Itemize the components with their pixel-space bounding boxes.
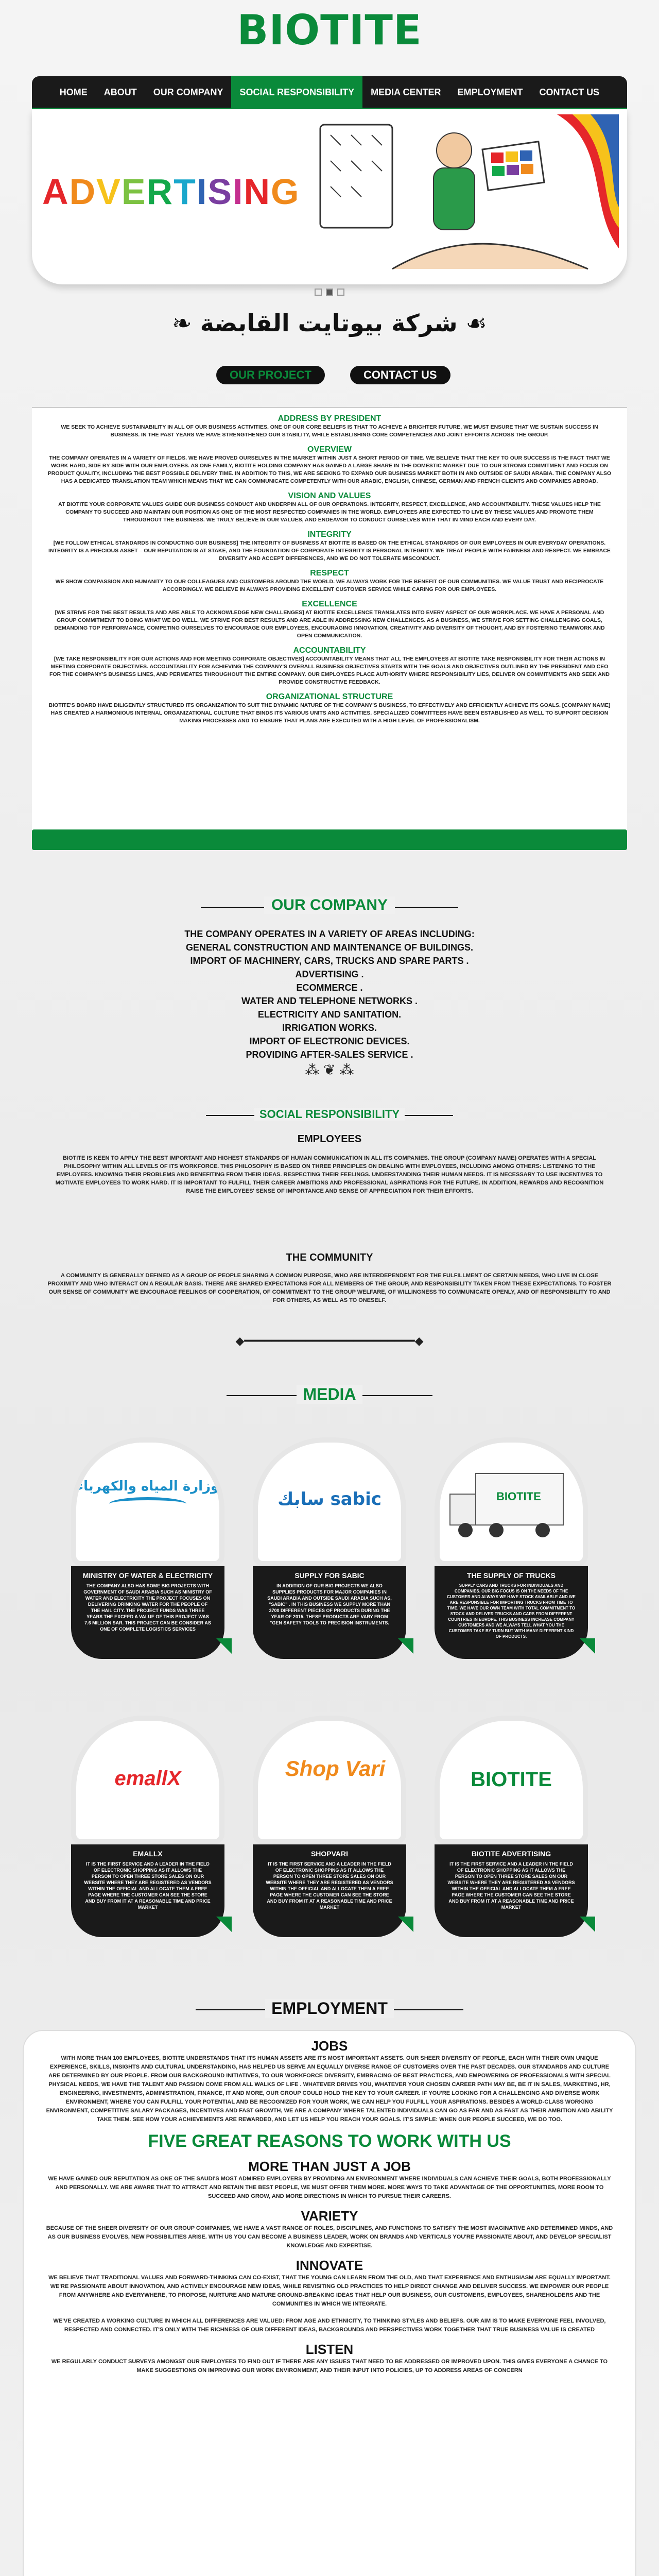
main-nav	[32, 76, 627, 109]
corner-arrow-icon	[580, 1638, 595, 1654]
card-body	[435, 1566, 588, 1659]
slider-dots	[0, 289, 659, 298]
about-text: THE COMPANY OPERATES IN A VARIETY OF FIELDS. WE HAVE PROVED OURSELVES IN THE MARKET WITHIN JUST A SHORT PERIOD OF TIME. WE BELIEVE THAT THE KEY TO OUR SUCCESS IS THE FACT THAT WE WORK HARD, SIDE BY SIDE WITH OUR EMPLOYEES. AS ONE FAMILY, BIOTITE HOLDING COMPANY HAS GAINED A LARGE SHARE IN THE DOMESTIC MARKET DUE TO OUR STRONG COMMITMENT AND FOCUS ON PRODUCT QUALITY, INCLUDING THE BEST POSSIBLE DELIVERY TIME. IN ADDITION TO THIS, WE ARE SEEKING TO EXPAND OUR BUSINESS MARKET BOTH IN AND OUTSIDE OF SAUDI ARABIA. THE COMPANY ALSO HAS A DEDICATED TRANSLATION TEAM WHICH MEANS THAT WE CAN COMMUNICATE COMPETENTLY WITH OUR ARABIC, ENGLISH, CHINESE, GERMAN AND FRENCH CLIENTS AND COMPANIES ABROAD.	[47, 455, 612, 484]
media-card[interactable]	[248, 1716, 411, 1942]
about-text: [WE STRIVE FOR THE BEST RESULTS AND ARE ABLE TO ACKNOWLEDGE NEW CHALLENGES] AT BIOTITE EXCELLENCE TRANSLATES INTO EVERY ASPECT OF OUR WORKPLACE. WE HAVE A PERSONAL AND GROUP COMMITMENT TO DOING WHAT WE DO WELL. WE STRIVE FOR BEST RESULTS AND ARE ABLE IN ADDRESSING NEW CHALLENGES. AS A BUSINESS, WE STRIVE FOR SETTING CHALLENGING GOALS, DEMANDING TOP PERFORMANCE, COMPETING OURSELVES TO ENCOURAGE OUR EMPLOYEES, ENCOURAGING INNOVATION, CREATIVITY AND DIVERSITY OF THOUGHT, AND BY FOSTERING TEAMWORK AND OPEN COMMUNICATION.	[54, 609, 605, 639]
card-text: IT IS THE FIRST SERVICE AND A LEADER IN THE FIELD OF ELECTRONIC SHOPPING AS IT ALLOWS THE PERSON TO OPEN THREE STORE SALES ON OUR WEBSITE WHERE THEY ARE REGISTERED AS VENDORS WITHIN THE OFFICIAL AND ALLOCATE THEM A FREE PAGE WHERE THE CUSTOMER CAN SEE THE STORE AND BUY FROM IT AT A REASONABLE TIME AND PRICE MARKET	[266, 1861, 393, 1910]
reason-text: WE REGULARLY CONDUCT SURVEYS AMONGST OUR EMPLOYEES TO FIND OUT IF THERE ARE ANY ISSUES THAT NEED TO BE ADDRESSED OR IMPROVED UPON. THIS GIVES EVERYONE A CHANCE TO MAKE SUGGESTIONS ON IMPROVING OUR WORK ENVIRONMENT, AND THEIR INPUT INTO POLICIES, UP TO ADDRESS AREAS OF CONCERN	[51, 2359, 608, 2374]
reason-heading: LISTEN	[305, 2342, 354, 2357]
green-brush-divider	[32, 829, 627, 850]
reason-text: WE BELIEVE THAT TRADITIONAL VALUES AND FORWARD-THINKING CAN CO-EXIST, THAT THE YOUNG CAN LEARN FROM THE OLD, AND THAT EXPERIENCE AND ENTHUSIASM ARE EQUALLY IMPORTANT. WE'RE PASSIONATE ABOUT INNOVATION, AND ACTIVELY ENCOURAGE NEW IDEAS, WHILE REVISITING OLD PRACTICES TO HELP DIRECT CHANGE AND DELIVER SUCCESS. WE EMPOWER OUR PEOPLE FROM ANYWHERE AND EVERYWHERE, TO PROPOSE, NURTURE AND MATURE GROUND-BREAKING IDEAS THAT HELP OUR BUSINESS, OUR CUSTOMERS, EMPLOYEES, SHAREHOLDERS AND THE COMMUNITIES IN WHICH WE INTEGRATE.	[48, 2275, 611, 2307]
about-text: [WE TAKE RESPONSIBILITY FOR OUR ACTIONS AND FOR MEETING CORPORATE OBJECTIVES] ACCOUNTABILITY MEANS THAT ALL THE EMPLOYEES AT BIOTITE TAKE RESPONSIBILITY FOR THEIR ACTIONS IN MEETING CORPORATE OBJECTIVES. ACCOUNTABILITY FOR ACHIEVING THE COMPANY'S OVERALL BUSINESS OBJECTIVES STARTS WITH THE GOALS AND OBJECTIVES OUTLINED BY THE PRESIDENT AND CEO FOR THE COMPANY'S BUSINESS LINES, AND PERMEATES THROUGHOUT THE ENTIRE COMPANY. OUR EMPLOYEES PLACE AUTHORITY WHERE RESPONSIBILITY LIES, DELIVER ON COMMITMENTS AND SEEK AND PROVIDE CONSTRUCTIVE FEEDBACK.	[49, 656, 610, 685]
corner-arrow-icon	[398, 1638, 413, 1654]
about-text: BIOTITE'S BOARD HAVE DILIGENTLY STRUCTURED ITS ORGANIZATION TO SUIT THE DYNAMIC NATURE OF THE COMPANY'S BUSINESS, TO EFFECTIVELY AND EFFICIENTLY ACHIEVE ITS GOALS. [COMPANY NAME] HAS CREATED A HARMONIOUS INTERNAL ORGANIZATIONAL CULTURE THAT BINDS ITS VARIOUS UNITS AND ACTIVITIES. SPECIALIZED COMMITTEES HAVE BEEN ESTABLISHED AS WELL TO SUPPORT DECISION MAKING PROCESSES AND TO ENSURE THAT PLANS ARE EXECUTED WITH A HIGH LEVEL OF PROFESSIONALISM.	[48, 702, 611, 724]
media-card[interactable]	[66, 1437, 230, 1664]
emallx-logo: emallX	[114, 1767, 181, 1790]
corner-arrow-icon	[216, 1638, 232, 1654]
corner-arrow-icon	[216, 1917, 232, 1932]
community-heading: THE COMMUNITY	[286, 1252, 373, 1263]
ornament-flourish: ◆━━━━━━━━━━━━━━━━━━━━━━━━━◆	[235, 1334, 424, 1347]
reason-heading: VARIETY	[301, 2208, 358, 2224]
hero-banner	[32, 109, 627, 284]
slider-dot-1[interactable]	[315, 289, 322, 296]
card-text: THE COMPANY ALSO HAS SOME BIG PROJECTS WITH GOVERNMENT OF SAUDI ARABIA SUCH AS MINISTRY OF WATER AND ELECTRICITY THE PROJECT FOCUSES ON DELIVERING DRINKING WATER FOR THE PEOPLE OF THE HAIL CITY. THE PROJECT FUNDS WAS THREE YEARS THE EXCEED A VALUE OF THIS PROJECT WAS 7.6 MILLION SAR. THIS PROJECT CAN BE CONSIDER AS ONE OF COMPLETE LOGISTICS SERVICES	[83, 1583, 212, 1632]
card-body	[435, 1844, 588, 1937]
about-heading: INTEGRITY	[307, 530, 352, 539]
social-responsibility-heading: SOCIAL RESPONSIBILITY	[0, 1108, 659, 1121]
about-heading: OVERVIEW	[307, 445, 352, 454]
media-card[interactable]	[429, 1716, 593, 1942]
reason-heading: MORE THAN JUST A JOB	[248, 2159, 411, 2174]
nav-about[interactable]: ABOUT	[103, 87, 137, 97]
reason-text: BECAUSE OF THE SHEER DIVERSITY OF OUR GROUP COMPANIES, WE HAVE A VAST RANGE OF ROLES, DISCIPLINES, AND FUNCTIONS TO SATISFY THE MOST IMAGINATIVE AND DETERMINED MINDS, AND AS OUR BUSINESS EVOLVES, NEW POSSIBILITIES ARISE. WITH US YOU CAN BECOME A BUSINESS LEADER, WORK ON BRANDS AND VERTICALS YOU'RE PASSIONATE ABOUT, AND DEVELOP SPECIALIST KNOWLEDGE AND EXPERTISE.	[46, 2225, 613, 2249]
about-heading: RESPECT	[310, 569, 349, 578]
about-section	[32, 407, 627, 840]
about-text: WE SHOW COMPASSION AND HUMANITY TO OUR COLLEAGUES AND CUSTOMERS AROUND THE WORLD. WE ALWAYS WORK FOR THE BENEFIT OF OUR COMMUNITIES. WE VALUE TRUST AND RECIPROCATE ACCORDINGLY. WE BELIEVE IN ALWAYS PROVIDING EXCELLENT CUSTOMER SERVICE WHILE CARING FOR OUR EMPLOYEES.	[55, 579, 604, 592]
media-card[interactable]	[429, 1437, 593, 1664]
truck-logo-text: BIOTITE	[496, 1490, 541, 1503]
about-heading: ORGANIZATIONAL STRUCTURE	[266, 692, 393, 701]
card-logo-area	[435, 1437, 588, 1566]
contact-us-button[interactable]: CONTACT US	[350, 366, 450, 384]
card-logo-area	[71, 1716, 224, 1844]
card-title: SHOPVARI	[310, 1850, 349, 1858]
card-logo-area	[253, 1716, 406, 1844]
card-title: EMALLX	[133, 1850, 163, 1858]
corner-arrow-icon	[398, 1917, 413, 1932]
nav-our-company[interactable]: OUR COMPANY	[153, 87, 223, 97]
card-text: IT IS THE FIRST SERVICE AND A LEADER IN THE FIELD OF ELECTRONIC SHOPPING AS IT ALLOWS THE PERSON TO OPEN THREE STORE SALES ON OUR WEBSITE WHERE THEY ARE REGISTERED AS VENDORS WITHIN THE OFFICIAL AND ALLOCATE THEM A FREE PAGE WHERE THE CUSTOMER CAN SEE THE STORE AND BUY FROM IT AT A REASONABLE TIME AND PRICE MARKET	[84, 1861, 212, 1910]
ministry-logo: وزارة المياه والكهرباء	[76, 1479, 219, 1494]
about-heading: EXCELLENCE	[302, 600, 357, 608]
employment-section	[23, 2030, 636, 2576]
card-logo-area	[71, 1437, 224, 1566]
site-logo[interactable]: BIOTITE	[237, 6, 422, 54]
media-card[interactable]	[66, 1716, 230, 1942]
reasons-heading: FIVE GREAT REASONS TO WORK WITH US	[148, 2131, 511, 2151]
banner-advertising-word: ADVERTISING	[42, 172, 300, 212]
jobs-heading: JOBS	[311, 2038, 348, 2054]
media-card[interactable]	[248, 1437, 411, 1664]
card-body	[253, 1566, 406, 1659]
community-text: A COMMUNITY IS GENERALLY DEFINED AS A GROUP OF PEOPLE SHARING A COMMON PURPOSE, WHO ARE INTERDEPENDENT FOR THE FULFILLMENT OF CERTAIN NEEDS, WHO LIVE IN CLOSE PROXIMITY AND WHO INTERACT ON A REGULAR BASIS. THERE ARE SHARED EXPECTATIONS FOR ALL MEMBERS OF THE GROUP, AND RESPONSIBILITY TAKEN FROM THESE EXPECTATIONS. TO FOSTER OUR SENSE OF COMMUNITY WE ENCOURAGE FEELINGS OF COOPERATION, OF COMMITMENT TO THE GROUP WELFARE, OF WILLINGNESS TO COMMUNICATE OPENLY, AND OF RESPONSIBILITY TO AND FOR OTHERS, AS WELL AS TO ONESELF.	[47, 1273, 612, 1303]
our-project-button[interactable]: OUR PROJECT	[216, 366, 325, 384]
arabic-company-title: ❧ شركة بيوتايت القابضة ☙	[172, 309, 487, 337]
biotite-advertising-logo: BIOTITE	[471, 1768, 552, 1791]
shopvari-logo: Shop Vari	[285, 1756, 386, 1781]
corner-arrow-icon	[580, 1917, 595, 1932]
card-text: IT IS THE FIRST SERVICE AND A LEADER IN THE FIELD OF ELECTRONIC SHOPPING AS IT ALLOWS THE PERSON TO OPEN THREE STORE SALES ON OUR WEBSITE WHERE THEY ARE REGISTERED AS VENDORS WITHIN THE OFFICIAL AND ALLOCATE THEM A FREE PAGE WHERE THE CUSTOMER CAN SEE THE STORE AND BUY FROM IT AT A REASONABLE TIME AND PRICE MARKET	[447, 1861, 575, 1910]
sabic-logo: سابك sabic	[278, 1489, 381, 1510]
card-title: THE SUPPLY OF TRUCKS	[467, 1571, 556, 1580]
employees-text: BIOTITE IS KEEN TO APPLY THE BEST IMPORTANT AND HIGHEST STANDARDS OF HUMAN COMMUNICATION IN ALL ITS COMPANIES. THE GROUP (COMPANY NAME) OPERATES WITH A SPECIAL PHILOSOPHY WITHIN ALL LEVELS OF ITS WORKFORCE. THIS PHILOSOPHY IS BASED ON THREE PRINCIPLES ON DEALING WITH EMPLOYEES, INCLUDING AMONG OTHERS: LISTENING TO THE EMPLOYEES. KNOWING THEIR PROBLEMS AND BENEFITING FROM THEIR IDEAS. RESPECTING THEIR FEELINGS. UNDERSTANDING THEIR HUMAN NEEDS. IT IS NECESSARY TO USE INCENTIVES TO MOTIVATE EMPLOYEES TO WORK HARD. IT IS IMPORTANT TO FULFILL THEIR CAREER AMBITIONS AND PROFESSIONAL ASPIRATIONS FOR THE FUTURE. IN ADDITION, REWARDS AND RECOGNITION RAISE THE EMPLOYEES' SENSE OF IMPORTANCE AND SENSE OF APPRECIATION FOR THEIR EFFORTS.	[55, 1155, 604, 1194]
nav-contact-us[interactable]: CONTACT US	[539, 87, 600, 97]
media-heading: MEDIA	[0, 1385, 659, 1404]
nav-media-center[interactable]: MEDIA CENTER	[371, 87, 441, 97]
our-company-list: THE COMPANY OPERATES IN A VARIETY OF AREAS INCLUDING: GENERAL CONSTRUCTION AND MAINTENANCE OF BUILDINGS. IMPORT OF MACHINERY, CARS, TRUCKS AND SPARE PARTS . ADVERTISING . ECOMMERCE . WATER AND TELEPHONE NETWORKS . ELECTRICITY AND SANITATION. IRRIGATION WORKS. IMPORT OF ELECTRONIC DEVICES. PROVIDING AFTER-SALES SERVICE .	[184, 929, 475, 1060]
card-text: SUPPLY CARS AND TRUCKS FOR INDIVIDUALS AND COMPANIES. OUR BIG FOCUS IS ON THE NEEDS OF THE CUSTOMER AND ALWAYS WE HAVE STOCK AVAILABLE AND WE ARE RESPONSIBLE FOR IMPORTING TRUCKS FROM TIME TO TIME. WE HAVE OUR OWN TEAM WITH TOTAL COMMITMENT TO STOCK AND DELIVER TRUCKS AND CARS FROM DIFFERENT COUNTRIES IN EUROPE. THIS BUSINESS INCREASE COMPANY CUSTOMERS AND WE ALWAYS TELL WHAT YOU THE CUSTOMER TAKE BY TURN BUT WITH MANY DIFFERENT KIND OF PRODUCTS.	[447, 1583, 576, 1639]
nav-social-responsibility[interactable]: SOCIAL RESPONSIBILITY	[231, 76, 362, 109]
reason-text: WE'VE CREATED A WORKING CULTURE IN WHICH ALL DIFFERENCES ARE VALUED: FROM AGE AND ETHNICITY, TO THINKING STYLES AND BELIEFS. OUR AIM IS TO MAKE EVERYONE FEEL INVOLVED, RESPECTED AND CONNECTED. IT'S ONLY WITH THE RICHNESS OF OUR DIFFERENT IDEAS, BACKGROUNDS AND PERSPECTIVES WORK TOGETHER THAT TRUE BUSINESS VALUE IS CREATED	[53, 2318, 606, 2333]
card-title: SUPPLY FOR SABIC	[294, 1571, 365, 1580]
card-logo-area	[435, 1716, 588, 1844]
about-text: AT BIOTITE YOUR CORPORATE VALUES GUIDE OUR BUSINESS CONDUCT AND UNDERPIN ALL OF OUR OPERATIONS. INTEGRITY, RESPECT, EXCELLENCE, AND ACCOUNTABILITY. THESE VALUES HELP THE COMPANY TO SUCCEED AND MAINTAIN OUR POSITION AS ONE OF THE MOST RESPECTED COMPANIES IN THE WORLD. EMPLOYEES ARE EXPECTED TO LIVE BY THESE VALUES AND PROMOTE THEM THROUGHOUT THE BUSINESS. WE TRULY BELIEVE IN OUR VALUES, AND ENDEAVOR TO CONDUCT OURSELVES WITH THAT IN MIND EACH AND EVERY DAY.	[58, 501, 601, 523]
about-heading: ACCOUNTABILITY	[293, 646, 366, 655]
ornament-flourish: ⁂ ❦ ⁂	[305, 1062, 354, 1078]
card-title: MINISTRY OF WATER & ELECTRICITY	[82, 1571, 213, 1580]
about-text: [WE FOLLOW ETHICAL STANDARDS IN CONDUCTING OUR BUSINESS] THE INTEGRITY OF BUSINESS AT BIOTITE IS BASED ON THE ETHICAL STANDARDS OF OUR EMPLOYEES IN OUR EVERYDAY OPERATIONS. INTEGRITY IS A PRECIOUS ASSET – OUR REPUTATION IS AT STAKE, AND THE FOUNDATION OF CORPORATE INTEGRITY IS PERSONAL INTEGRITY. WE TREAT PEOPLE WITH FAIRNESS AND RESPECT. WE EMBRACE DIVERSITY AND ACCEPT DIFFERENCES, AND WE DO NOT TOLERATE MISCONDUCT.	[48, 540, 611, 562]
nav-employment[interactable]: EMPLOYMENT	[457, 87, 523, 97]
about-text: WE SEEK TO ACHIEVE SUSTAINABILITY IN ALL OF OUR BUSINESS ACTIVITIES. ONE OF OUR CORE BELIEFS IS THAT TO ACHIEVE A BRIGHTER FUTURE, WE MUST ENSURE THAT WE SUSTAIN SUCCESS IN BUSINESS. IN THE PAST YEARS WE HAVE STRENGTHENED OUR STABILITY, WHILE ESTABLISHING CORE COMPETENCIES AND JOINT EFFORTS ACROSS THE GROUP.	[61, 424, 598, 438]
nav-home[interactable]: HOME	[59, 87, 88, 97]
employment-heading: EMPLOYMENT	[0, 1999, 659, 2018]
reason-heading: INNOVATE	[296, 2258, 363, 2273]
our-company-heading: OUR COMPANY	[0, 896, 659, 914]
about-heading: VISION AND VALUES	[288, 492, 371, 500]
reason-text: WE HAVE GAINED OUR REPUTATION AS ONE OF THE SAUDI'S MOST ADMIRED EMPLOYERS BY PROVIDING AN ENVIRONMENT WHERE INDIVIDUALS CAN ACHIEVE THEIR GOALS, BOTH PROFESSIONALLY AND PERSONALLY. WE ARE AWARE THAT TO ATTRACT AND RETAIN THE BEST PEOPLE, WE MUST OFFER THEM MORE. MORE WAYS TO TAKE ADVANTAGE OF THE OPPORTUNITIES, MORE ROOM TO SUCCEED AND GROW, AND MORE DIRECTIONS IN WHICH TO PURSUE THEIR CAREERS.	[48, 2176, 611, 2199]
card-body	[71, 1844, 224, 1937]
card-title: BIOTITE ADVERTISING	[471, 1850, 551, 1858]
slider-dot-3[interactable]	[337, 289, 344, 296]
card-text: IN ADDITION OF OUR BIG PROJECTS WE ALSO SUPPLIES PRODUCTS FOR MAJOR COMPANIES IN SAUDI ARABIA AND OUTSIDE SAUDI ARABIA SUCH AS, "SABIC" . IN THIS BUSINESS WE SUPPLY MORE THAN 3700 DIFFERENT PIECES OF PRODUCTS DURING THE YEAR OF 2015. THESE PRODUCTS ARE VARY FROM "GEN SAFETY TOOLS TO PRECISION INSTRUMENTS.	[267, 1583, 392, 1625]
card-logo-area	[253, 1437, 406, 1566]
card-body	[253, 1844, 406, 1937]
wave-icon	[109, 1497, 186, 1511]
employees-heading: EMPLOYEES	[297, 1133, 362, 1145]
designer-illustration	[300, 114, 619, 279]
card-body	[71, 1566, 224, 1659]
about-heading: ADDRESS BY PRESIDENT	[278, 414, 381, 423]
jobs-text: WITH MORE THAN 100 EMPLOYEES, BIOTITE UNDERSTANDS THAT ITS HUMAN ASSETS ARE ITS MOST IMPORTANT ASSETS. OUR SHEER DIVERSITY OF PEOPLE, EACH WITH THEIR OWN UNIQUE EXPERIENCE, SKILLS, INSIGHTS AND CULTURAL UNDERSTANDING, HAS HELPED US SERVE AN EQUALLY DIVERSE RANGE OF CUSTOMERS OVER THE PAST DECADES. OUR STANDARDS AND CULTURE ARE DETERMINED BY OUR PEOPLE. FROM OUR BACKGROUND INITIATIVES, TO OUR WORKFORCE DIVERSITY, EMBRACING OF BEST PRACTICES, AND EMPOWERING OF PROFESSIONALS WITH SPECIAL PHYSICAL NEEDS, WE HAVE THE TALENT AND PASSION COME FROM ALL WALKS OF LIFE . WHATEVER DRIVES YOU, WHATEVER YOUR CHOSEN CAREER PATH MAY BE, BE IT IN SALES, MARKETING, HR, ENGINEERING, INVESTMENTS, ADMINISTRATION, FINANCE, IT AND MORE, OUR GROUP COULD HOLD THE KEY TO YOUR CAREER. IF YOU'RE LOOKING FOR A CHALLENGING AND DIVERSE WORK ENVIRONMENT, WHERE YOU CAN FULFILL YOUR POTENTIAL AND BE RECOGNIZED FOR YOUR WORK, WE CAN HELP YOU FULFILL YOUR ASPIRATIONS. BESIDES A WORLD-CLASS WORKING ENVIRONMENT, COMPETITIVE SALARY PACKAGES, INCENTIVES AND FAST GROWTH, WE ARE A COMPANY WHERE TALENTED INDIVIDUALS CAN GO AS FAR AND AS FAST AS THEIR AMBITION AND ABILITY TAKE THEM. SEE HOW YOUR ACHIEVEMENTS ARE REWARDED, AND LET US HELP YOU REACH YOUR GOALS. IT'S SIMPLE: WHEN OUR PEOPLE SUCCEED, WE DO TOO.	[46, 2055, 613, 2123]
slider-dot-2[interactable]	[326, 289, 333, 296]
